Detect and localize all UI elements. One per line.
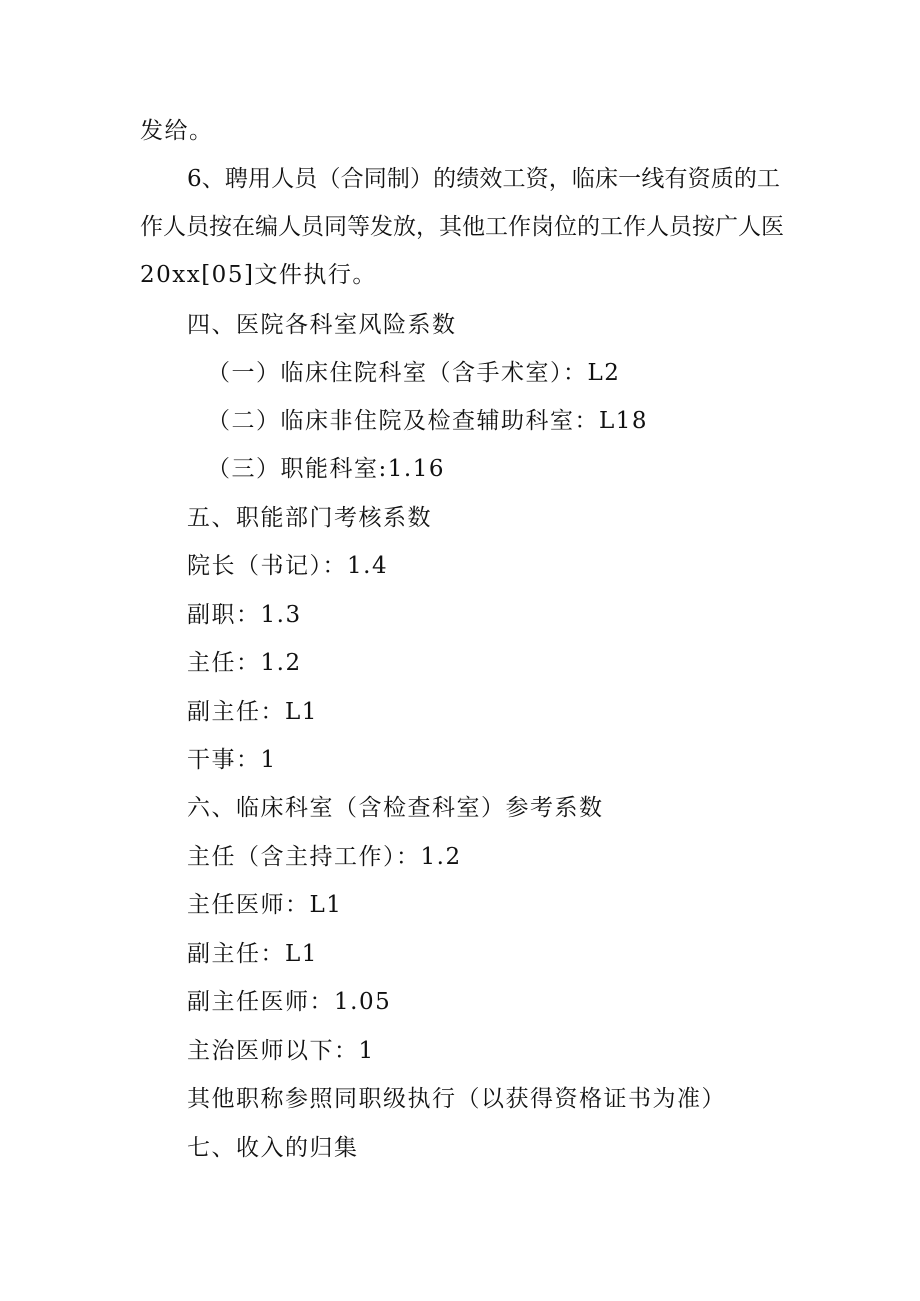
risk-coefficient-item-2: （二）临床非住院及检查辅助科室：L18 [207,408,649,434]
paragraph-continuation: 发给。 [140,118,214,144]
section-heading-7: 七、收入的归集 [187,1135,359,1161]
paragraph-item-6-line-2: 作人员按在编人员同等发放，其他工作岗位的工作人员按广人医 [140,214,784,240]
coefficient-clerk: 干事：1 [187,747,277,773]
coefficient-clinical-director: 主任（含主持工作）：1.2 [187,844,462,870]
coefficient-director: 主任：1.2 [187,650,302,676]
coefficient-dean: 院长（书记）：1.4 [187,553,389,579]
coefficient-associate-chief-physician: 副主任医师：1.05 [187,989,392,1015]
risk-coefficient-item-1: （一）临床住院科室（含手术室）：L2 [207,360,621,386]
coefficient-clinical-deputy-director: 副主任：L1 [187,941,318,967]
section-heading-4: 四、医院各科室风险系数 [187,312,457,338]
section-heading-6: 六、临床科室（含检查科室）参考系数 [187,795,604,821]
paragraph-item-6-line-1: 6、聘用人员（合同制）的绩效工资，临床一线有资质的工 [187,166,780,192]
section-heading-5: 五、职能部门考核系数 [187,505,432,531]
risk-coefficient-item-3: （三）职能科室:1.16 [207,456,445,482]
paragraph-item-6-line-3: 20xx[05]文件执行。 [140,262,377,288]
coefficient-deputy-director: 副主任：L1 [187,699,318,725]
coefficient-chief-physician: 主任医师：L1 [187,892,343,918]
coefficient-other-titles-note: 其他职称参照同职级执行（以获得资格证书为准） [187,1086,726,1112]
coefficient-attending-physician: 主治医师以下：1 [187,1038,375,1064]
coefficient-deputy: 副职：1.3 [187,602,302,628]
